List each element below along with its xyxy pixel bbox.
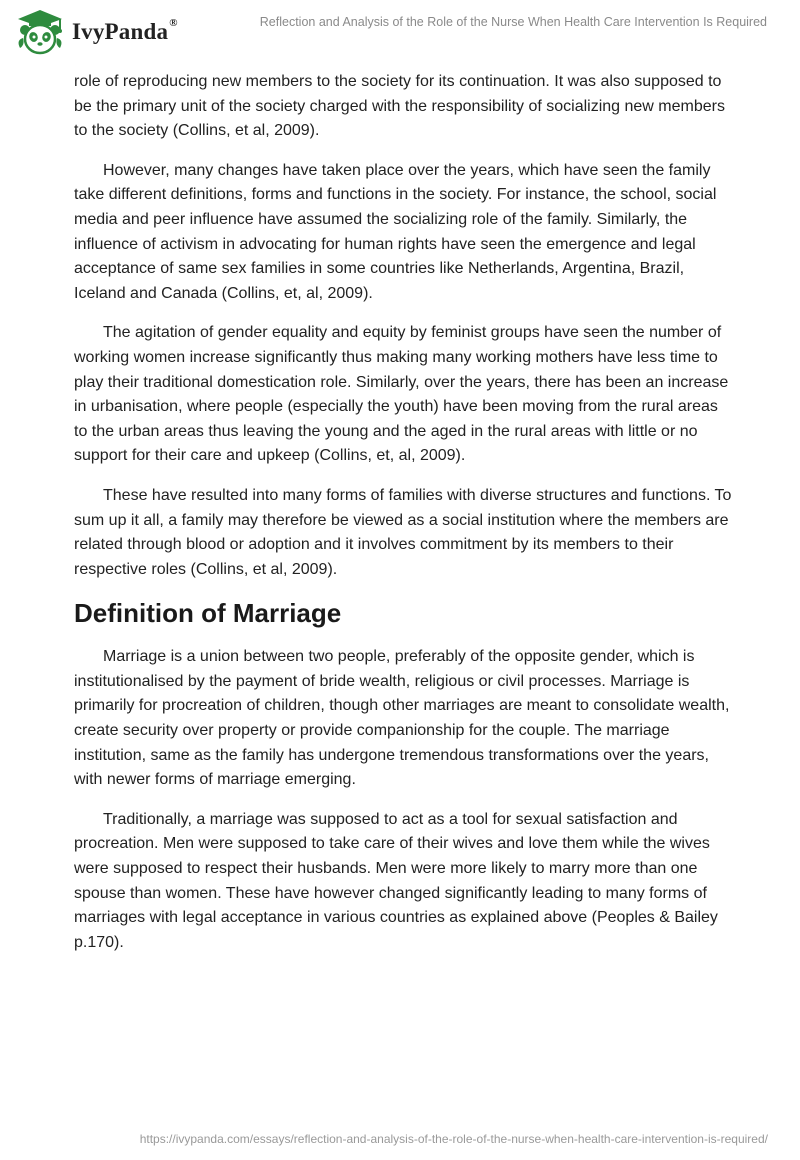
paragraph-intro-2: However, many changes have taken place over the years, which have seen the family take different definitions, forms and functions in the society. For instance, the school, social media and peer influence have assumed the socializing role of the family. Similarly, the influence of activism in advocating for human rights have seen the emergence and legal acceptance of same sex families in some countries like Netherlands, Argentina, Brazil, Iceland and Canada (Collins, et, al, 2009). xyxy=(74,161,717,302)
document-title: Reflection and Analysis of the Role of the Nurse When Health Care Intervention Is Required xyxy=(259,15,767,29)
section-heading-marriage: Definition of Marriage xyxy=(74,598,342,629)
paragraph-marriage-1: Marriage is a union between two people, preferably of the opposite gender, which is institutionalised by the payment of bride wealth, religious or civil processes. Marriage is primarily for procreation of children, though other marriages are meant to consolidate wealth, create security over property or provide companionship for the couple. The marriage institution, same as the family has undergone tremendous transformations over the years, with newer forms of marriage emerging. xyxy=(74,648,730,789)
registered-mark: ® xyxy=(169,17,178,29)
ivypanda-logo[interactable] xyxy=(14,8,178,56)
panda-graduate-icon xyxy=(14,8,66,56)
paragraph-marriage-2: Traditionally, a marriage was supposed to act as a tool for sexual satisfaction and procreation. Men were supposed to take care of their wives and love them while the wives were supposed to respect their husbands. Men were more likely to marry more than one spouse than women. These have however changed significantly leading to many forms of marriages with legal acceptance in various countries as explained above (Peoples & Bailey p.170). xyxy=(74,810,718,951)
paragraph-intro-1: role of reproducing new members to the society for its continuation. It was also supposed to be the primary unit of the society charged with the responsibility of socializing new members to the society (Collins, et al, 2009). xyxy=(74,73,725,140)
page-header xyxy=(0,0,800,66)
paragraph-intro-3: The agitation of gender equality and equity by feminist groups have seen the number of working women increase significantly thus making many working mothers have less time to play their traditional domestication role. Similarly, over the years, there has been an increase in urbanisation, where people (especially the youth) have been moving from the rural areas to the urban areas thus leaving the young and the aged in the rural areas with little or no support for their care and upkeep (Collins, et, al, 2009). xyxy=(74,324,729,465)
essay-body xyxy=(74,70,734,970)
paragraph-intro-4: These have resulted into many forms of families with diverse structures and functions. To sum up it all, a family may therefore be viewed as a social institution where the members are related through blood or adoption and it involves commitment by its members to their respective roles (Collins, et al, 2009). xyxy=(74,486,732,578)
footer-source-url[interactable]: https://ivypanda.com/essays/reflection-and-analysis-of-the-role-of-the-nurse-when-health-care-intervention-is-required/ xyxy=(139,1132,768,1146)
brand-name: IvyPanda® xyxy=(72,17,178,44)
